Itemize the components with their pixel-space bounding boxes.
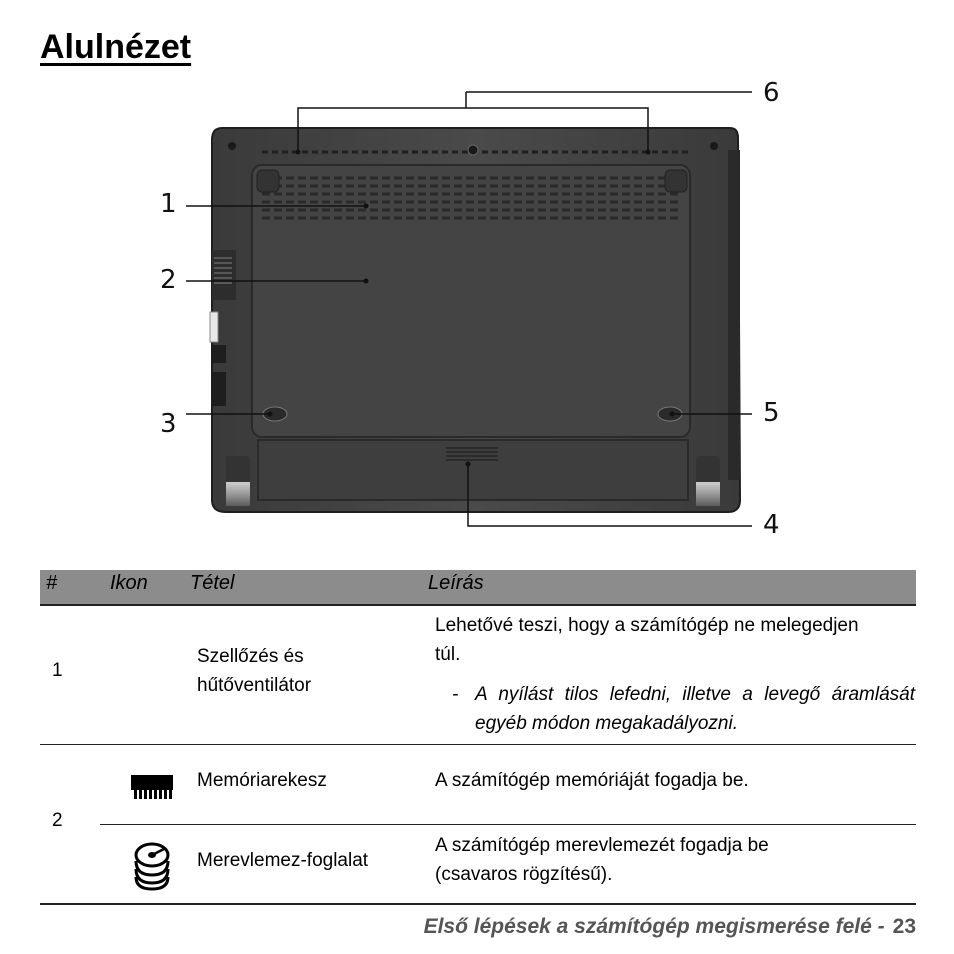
- row1-num: 1: [52, 660, 63, 681]
- header-icon: Ikon: [110, 572, 148, 594]
- row1-desc: Lehetővé teszi, hogy a számítógép ne melegedjen túl.: [435, 615, 859, 665]
- header-num: #: [46, 572, 58, 594]
- row2b-desc: A számítógép merevlemezét fogadja be (csavaros rögzítésű).: [435, 835, 769, 885]
- table-bottom-rule: [40, 903, 916, 905]
- row1-note-dash: -: [452, 684, 459, 705]
- page-title: Alulnézet: [40, 28, 192, 66]
- row2-num: 2: [52, 810, 63, 831]
- page-number: 23: [892, 915, 916, 938]
- row2a-desc: A számítógép memóriáját fogadja be.: [435, 770, 749, 791]
- row1-divider: [40, 744, 916, 745]
- callout-5: 5: [763, 398, 780, 428]
- header-item: Tétel: [190, 572, 235, 594]
- callout-3: 3: [160, 409, 177, 439]
- page-footer: [424, 915, 916, 939]
- hard-disk-icon: [132, 841, 172, 891]
- footer-text: Első lépések a számítógép megismerése felé -: [423, 915, 885, 938]
- callout-1: 1: [160, 189, 177, 219]
- row2a-item: Memóriarekesz: [197, 770, 327, 791]
- row2a-divider: [100, 824, 916, 825]
- callout-4: 4: [763, 510, 780, 540]
- table-header: [40, 570, 916, 606]
- row1-item: Szellőzés és hűtőventilátor: [197, 646, 312, 696]
- callout-2: 2: [160, 265, 177, 295]
- memory-icon: [130, 772, 174, 802]
- callout-6: 6: [763, 78, 780, 108]
- row2b-item: Merevlemez-foglalat: [197, 850, 369, 871]
- row1-note: A nyílást tilos lefedni, illetve a levegő áramlását egyéb módon megakadályozni.: [475, 684, 915, 734]
- header-desc: Leírás: [428, 572, 484, 594]
